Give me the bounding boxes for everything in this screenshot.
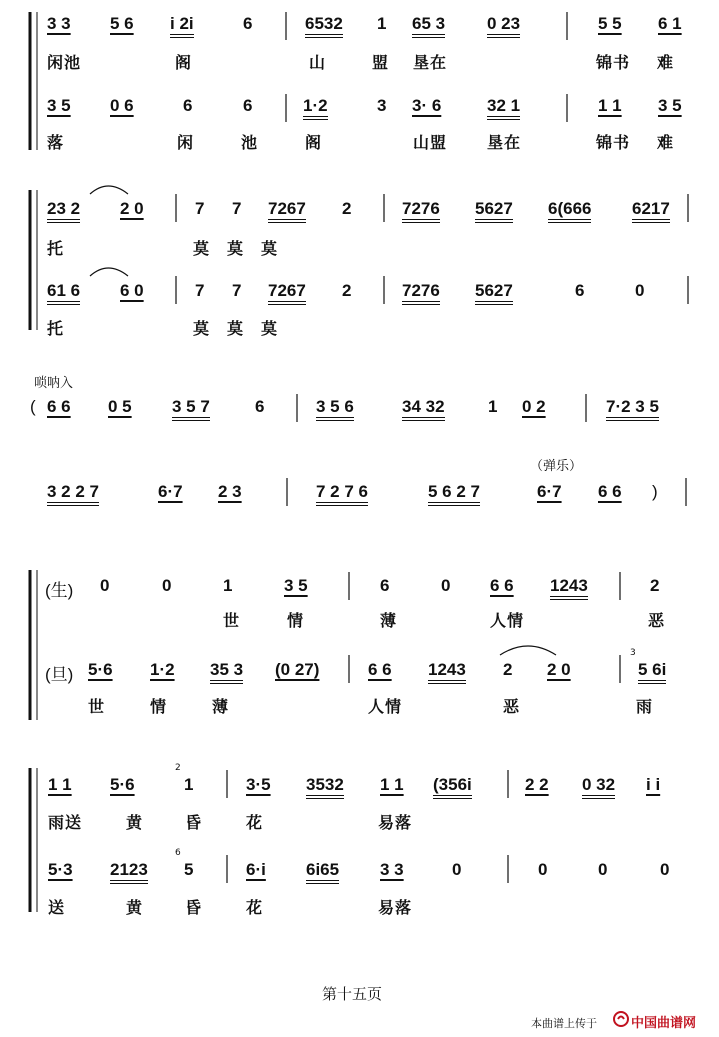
note: 1 bbox=[223, 576, 233, 595]
lyric: 人情 bbox=[368, 697, 403, 716]
instrument-label: 唢呐入 bbox=[34, 376, 74, 391]
lyric: 垦在 bbox=[487, 133, 522, 152]
lyric: 世 bbox=[223, 611, 241, 630]
note-group: 35 3 bbox=[210, 660, 243, 684]
note-group: 3 5 7 bbox=[172, 397, 210, 421]
note-group: 3 3 bbox=[47, 14, 71, 33]
note-group: 6·7 bbox=[158, 482, 183, 501]
note: 7 bbox=[195, 199, 205, 218]
note: 1 bbox=[488, 397, 498, 416]
note-group: i 2i bbox=[170, 14, 194, 38]
note-group: 6 6 bbox=[490, 576, 514, 595]
lyric: 难 bbox=[657, 53, 675, 72]
lyric: 池 bbox=[241, 133, 259, 152]
note-group: 0 23 bbox=[487, 14, 520, 38]
note: 6 bbox=[575, 281, 585, 300]
site-logo-icon bbox=[613, 1011, 629, 1027]
note: 6 bbox=[243, 14, 253, 33]
lyric: 薄 bbox=[212, 697, 230, 716]
note-group: 7276 bbox=[402, 281, 440, 305]
instrument-label: （弹乐） bbox=[530, 459, 583, 474]
note: 0 bbox=[660, 860, 670, 879]
lyric: 黄 bbox=[126, 898, 144, 917]
note-group: 1 1 bbox=[598, 96, 622, 115]
note: 6 bbox=[255, 397, 265, 416]
note-group: 6 1 bbox=[658, 14, 682, 33]
lyric: 盟 bbox=[372, 53, 390, 72]
lyric: 莫莫莫 bbox=[193, 239, 296, 258]
lyric: 薄 bbox=[380, 611, 398, 630]
lyric: 花 bbox=[246, 898, 264, 917]
grace-note: 6 bbox=[175, 848, 181, 858]
lyric: 黄 bbox=[126, 813, 144, 832]
note-group: 2 2 bbox=[525, 775, 549, 794]
lyric: 落 bbox=[47, 133, 65, 152]
grace-note: 2 bbox=[175, 763, 181, 773]
note: 0 bbox=[441, 576, 451, 595]
note-group: 1·2 bbox=[303, 96, 328, 120]
note: 1 bbox=[184, 775, 194, 794]
site-logo[interactable]: 中国曲谱网 bbox=[631, 1016, 697, 1031]
note-group: 7 2 7 6 bbox=[316, 482, 368, 506]
note-group: 6 6 bbox=[368, 660, 392, 679]
lyric: 阁 bbox=[175, 53, 193, 72]
note-group: 3 2 2 7 bbox=[47, 482, 99, 506]
note-group: 1·2 bbox=[150, 660, 175, 679]
lyric: 垦在 bbox=[413, 53, 448, 72]
note: 2 bbox=[342, 199, 352, 218]
note-group: 3 5 bbox=[284, 576, 308, 595]
note-group: 5627 bbox=[475, 199, 513, 223]
note-group: 2123 bbox=[110, 860, 148, 884]
note-group: 3· 6 bbox=[412, 96, 442, 115]
note: 0 bbox=[538, 860, 548, 879]
note-group: 6217 bbox=[632, 199, 670, 223]
note-group: 6·i bbox=[246, 860, 266, 879]
lyric: 恶 bbox=[503, 697, 521, 716]
note: 6 bbox=[243, 96, 253, 115]
grace-note: 3 bbox=[630, 648, 636, 658]
note-group: 5·6 bbox=[88, 660, 113, 679]
note-group: 0 5 bbox=[108, 397, 132, 416]
paren-close: ) bbox=[652, 482, 658, 501]
lyric: 托 bbox=[47, 239, 65, 258]
note-group: 5 6i bbox=[638, 660, 666, 684]
note: 0 bbox=[100, 576, 110, 595]
lyric: 恶 bbox=[648, 611, 666, 630]
note-group: 5627 bbox=[475, 281, 513, 305]
note-group: i i bbox=[646, 775, 661, 794]
note-group: 6 6 bbox=[598, 482, 622, 501]
note-group: 6532 bbox=[305, 14, 343, 38]
lyric: 易落 bbox=[378, 898, 413, 917]
note-group: (356i bbox=[433, 775, 472, 799]
note-group: 6(666 bbox=[548, 199, 591, 223]
lyric: 情 bbox=[150, 697, 168, 716]
note-group: 1 1 bbox=[48, 775, 72, 794]
note: 0 bbox=[162, 576, 172, 595]
note-group: 3 5 bbox=[658, 96, 682, 115]
lyric: 莫莫莫 bbox=[193, 319, 296, 338]
note: 6 bbox=[183, 96, 193, 115]
lyric: 托 bbox=[47, 319, 65, 338]
lyric: 人情 bbox=[490, 611, 525, 630]
note-group: 0 2 bbox=[522, 397, 546, 416]
lyric: 雨 bbox=[636, 697, 654, 716]
note: 7 bbox=[195, 281, 205, 300]
note: 5 bbox=[184, 860, 194, 879]
note: 2 bbox=[650, 576, 660, 595]
note-group: 1243 bbox=[428, 660, 466, 684]
note-group: 23 2 bbox=[47, 199, 80, 223]
lyric: 昏 bbox=[185, 898, 203, 917]
note: 7 bbox=[232, 281, 242, 300]
note-group: 7·2 3 5 bbox=[606, 397, 659, 421]
note-group: 3 5 6 bbox=[316, 397, 354, 421]
note: 1 bbox=[377, 14, 387, 33]
lyric: 花 bbox=[246, 813, 264, 832]
note-group: 1243 bbox=[550, 576, 588, 600]
note-group: (0 27) bbox=[275, 660, 320, 679]
note-group: 6·7 bbox=[537, 482, 562, 501]
note: 0 bbox=[452, 860, 462, 879]
note-group: 7267 bbox=[268, 199, 306, 223]
role-label-sheng: (生) bbox=[45, 581, 74, 600]
note: 6 bbox=[380, 576, 390, 595]
lyric: 闲 bbox=[177, 133, 195, 152]
note-group: 5 5 bbox=[598, 14, 622, 33]
note-group: 3·5 bbox=[246, 775, 271, 794]
role-label-dan: (旦) bbox=[45, 665, 74, 684]
note-group: 0 32 bbox=[582, 775, 615, 799]
note-group: 65 3 bbox=[412, 14, 445, 38]
note-group: 7276 bbox=[402, 199, 440, 223]
note: 2 bbox=[342, 281, 352, 300]
lyric: 雨送 bbox=[48, 813, 83, 832]
note-group: 6 6 bbox=[47, 397, 71, 416]
note-group: 2 3 bbox=[218, 482, 242, 501]
upload-note: 本曲谱上传于 bbox=[531, 1017, 597, 1030]
note-group: 61 6 bbox=[47, 281, 80, 305]
note-group: 0 6 bbox=[110, 96, 134, 115]
note-group: 6i65 bbox=[306, 860, 339, 884]
lyric: 难 bbox=[657, 133, 675, 152]
lyric: 锦书 bbox=[596, 53, 631, 72]
note: 0 bbox=[598, 860, 608, 879]
lyric: 情 bbox=[287, 611, 305, 630]
note-group: 2 0 bbox=[120, 199, 144, 218]
note-group: 3532 bbox=[306, 775, 344, 799]
note-group: 6 0 bbox=[120, 281, 144, 300]
note: 3 bbox=[377, 96, 387, 115]
note-group: 3 5 bbox=[47, 96, 71, 115]
note: 7 bbox=[232, 199, 242, 218]
note-group: 5·3 bbox=[48, 860, 73, 879]
page-number: 第十五页 bbox=[322, 985, 383, 1003]
lyric: 昏 bbox=[185, 813, 203, 832]
lyric: 易落 bbox=[378, 813, 413, 832]
note-group: 7267 bbox=[268, 281, 306, 305]
note-group: 5 6 2 7 bbox=[428, 482, 480, 506]
note-group: 5·6 bbox=[110, 775, 135, 794]
lyric: 锦书 bbox=[596, 133, 631, 152]
note-group: 32 1 bbox=[487, 96, 520, 120]
lyric: 送 bbox=[48, 898, 66, 917]
note-group: 3 3 bbox=[380, 860, 404, 879]
note: 2 bbox=[503, 660, 513, 679]
note-group: 1 1 bbox=[380, 775, 404, 794]
lyric: 山 bbox=[309, 53, 327, 72]
lyric: 山盟 bbox=[413, 133, 448, 152]
paren-open: ( bbox=[30, 397, 36, 416]
note-group: 2 0 bbox=[547, 660, 571, 679]
note-group: 34 32 bbox=[402, 397, 445, 421]
lyric: 阁 bbox=[305, 133, 323, 152]
lyric: 世 bbox=[88, 697, 106, 716]
lyric: 闲池 bbox=[47, 53, 82, 72]
note-group: 5 6 bbox=[110, 14, 134, 33]
note: 0 bbox=[635, 281, 645, 300]
